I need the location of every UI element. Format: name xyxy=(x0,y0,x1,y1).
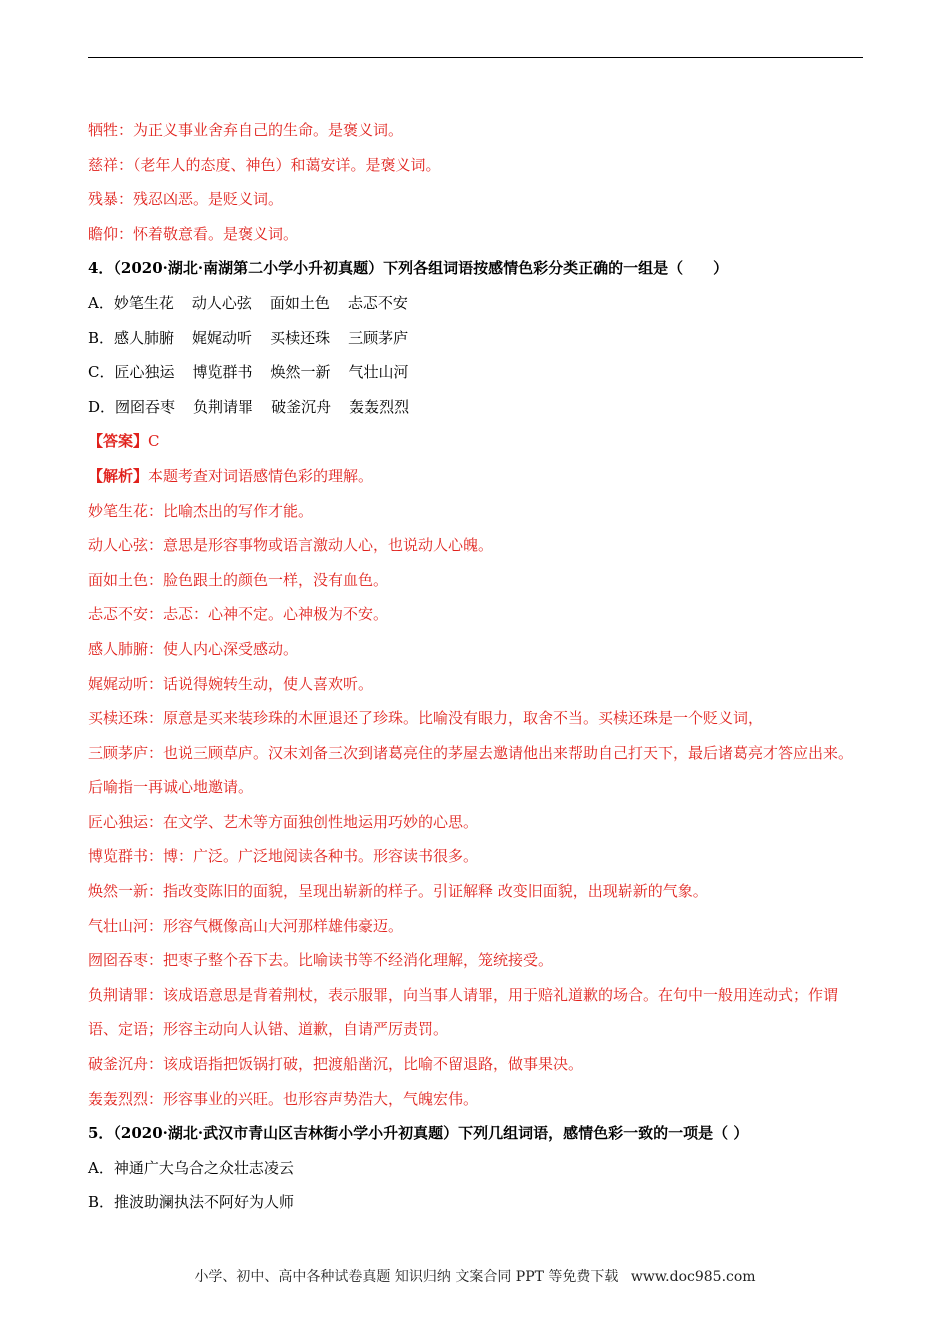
definition-line: 破釜沉舟：该成语指把饭锅打破，把渡船凿沉，比喻不留退路，做事果决。 xyxy=(88,1055,584,1074)
answer-tag: 【答案】 xyxy=(88,432,149,451)
q5-option-a: A．神通广大乌合之众壮志凌云 xyxy=(88,1158,294,1177)
q4-option-a: A．妙笔生花 动人心弦 面如土色 忐忑不安 xyxy=(88,293,408,312)
definition-line: 轰轰烈烈：形容事业的兴旺。也形容声势浩大，气魄宏伟。 xyxy=(88,1089,479,1108)
question-5-stem: 5．（2020·湖北·武汉市青山区吉林街小学小升初真题）下列几组词语，感情色彩一致的一项是（ ） xyxy=(88,1124,749,1143)
definition-line: 瞻仰：怀着敬意看。是褒义词。 xyxy=(88,224,299,243)
definition-line: 面如土色：脸色跟土的颜色一样，没有血色。 xyxy=(88,570,389,589)
definition-line: 匠心独运：在文学、艺术等方面独创性地运用巧妙的心思。 xyxy=(88,812,479,831)
answer-value: C xyxy=(148,432,160,451)
q4-option-c: C．匠心独运 博览群书 焕然一新 气壮山河 xyxy=(88,363,409,382)
definition-line: 牺牲：为正义事业舍弃自己的生命。是褒义词。 xyxy=(88,121,404,139)
analysis-text: 本题考查对词语感情色彩的理解。 xyxy=(148,466,374,485)
q5-option-b: B．推波助澜执法不阿好为人师 xyxy=(88,1193,295,1212)
definition-line: 动人心弦：意思是形容事物或语言激动人心，也说动人心魄。 xyxy=(88,536,494,555)
definition-line: 残暴：残忍凶恶。是贬义词。 xyxy=(88,190,284,209)
definition-line: 妙笔生花：比喻杰出的写作才能。 xyxy=(88,501,314,520)
definition-line: 焕然一新：指改变陈旧的面貌，呈现出崭新的样子。引证解释 改变旧面貌，出现崭新的气象。 xyxy=(88,882,708,901)
definition-line: 气壮山河：形容气概像高山大河那样雄伟豪迈。 xyxy=(88,916,404,935)
definition-line: 三顾茅庐：也说三顾草庐。汉末刘备三次到诸葛亮住的茅屋去邀请他出来帮助自己打天下，最后诸葛亮才答应出来。后喻指一再诚心地邀请。 xyxy=(88,743,854,797)
definition-line: 囫囵吞枣：把枣子整个吞下去。比喻读书等不经消化理解，笼统接受。 xyxy=(88,951,554,970)
definition-line: 慈祥：（老年人的态度、神色）和蔼安详。是褒义词。 xyxy=(88,155,441,174)
definition-line: 买椟还珠：原意是买来装珍珠的木匣退还了珍珠。比喻没有眼力，取舍不当。买椟还珠是一个贬义词， xyxy=(88,709,764,728)
analysis-tag: 【解析】 xyxy=(88,466,149,485)
question-4-stem: 4．（2020·湖北·南湖第二小学小升初真题）下列各组词语按感情色彩分类正确的一组是（ ） xyxy=(88,259,729,278)
document-body xyxy=(88,113,863,1220)
definition-line: 感人肺腑：使人内心深受感动。 xyxy=(88,639,299,658)
definition-line: 博览群书：博：广泛。广泛地阅读各种书。形容读书很多。 xyxy=(88,847,479,866)
q4-option-b: B．感人肺腑 娓娓动听 买椟还珠 三顾茅庐 xyxy=(88,328,409,347)
answer-line xyxy=(88,424,863,459)
page-footer xyxy=(0,1266,950,1286)
footer-link[interactable]: www.doc985.com xyxy=(630,1269,756,1285)
footer-text: 小学、初中、高中各种试卷真题 知识归纳 文案合同 PPT 等免费下载 xyxy=(194,1269,619,1285)
definition-line: 忐忑不安：忐忑：心神不定。心神极为不安。 xyxy=(88,605,389,624)
definition-line: 娓娓动听：话说得婉转生动，使人喜欢听。 xyxy=(88,674,374,693)
q4-option-d: D．囫囵吞枣 负荆请罪 破釜沉舟 轰轰烈烈 xyxy=(88,397,410,416)
header-rule xyxy=(88,57,863,58)
analysis-line xyxy=(88,459,863,494)
definition-line: 负荆请罪：该成语意思是背着荆杖，表示服罪，向当事人请罪，用于赔礼道歉的场合。在句中一般用连动式；作谓语、定语；形容主动向人认错、道歉，自请严厉责罚。 xyxy=(88,985,839,1039)
